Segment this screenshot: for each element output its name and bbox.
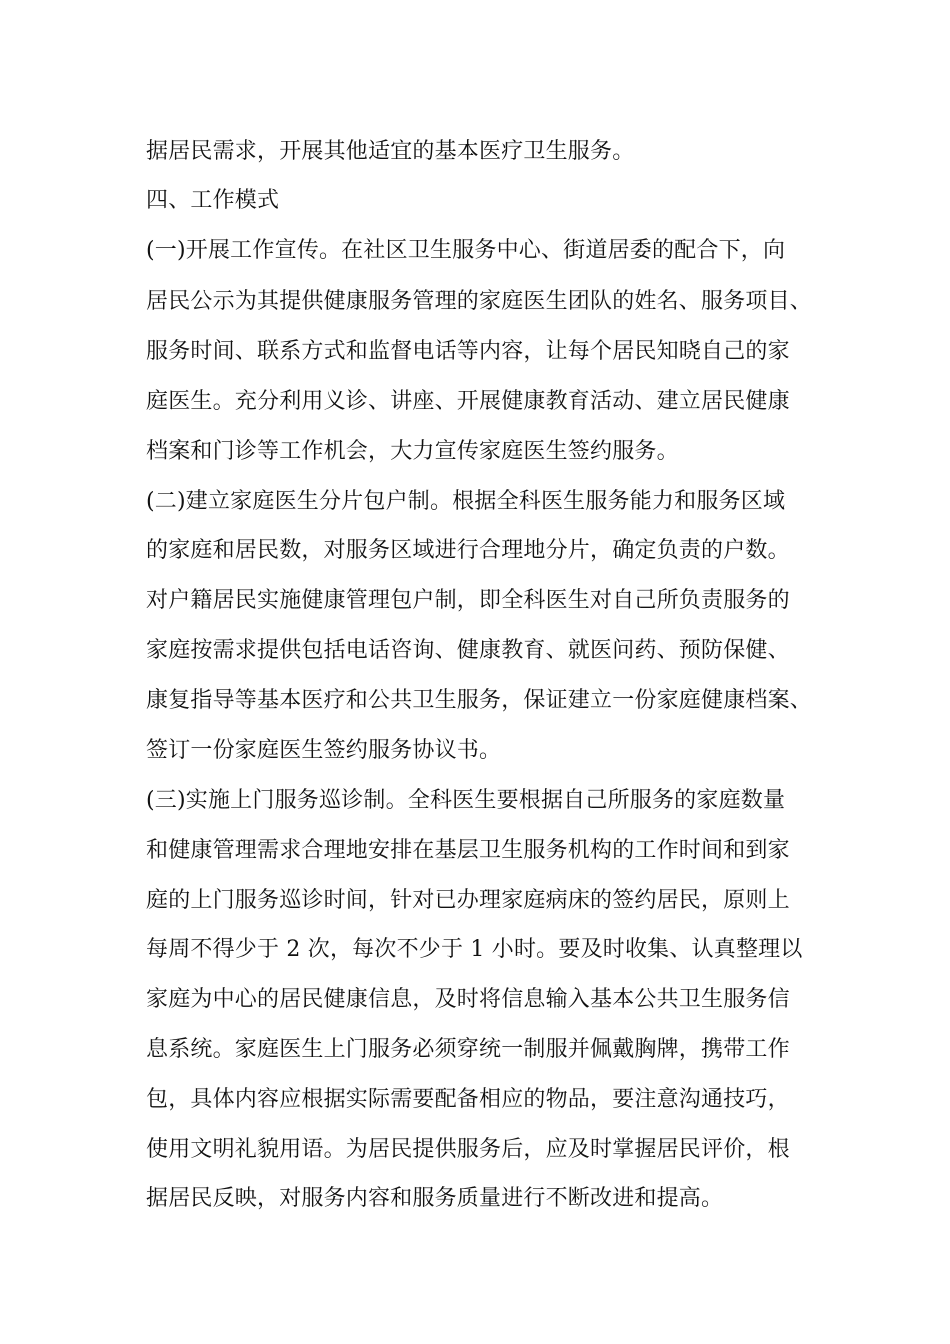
text-line: 的家庭和居民数，对服务区域进行合理地分片，确定负责的户数。 bbox=[146, 538, 790, 563]
text-line: 对户籍居民实施健康管理包户制，即全科医生对自己所负责服务的 bbox=[146, 588, 790, 613]
text-line: 居民公示为其提供健康服务管理的家庭医生团队的姓名、服务项目、 bbox=[146, 289, 813, 314]
text-line: 家庭按需求提供包括电话咨询、健康教育、就医问药、预防保健、 bbox=[146, 638, 790, 663]
text-line: 康复指导等基本医疗和公共卫生服务，保证建立一份家庭健康档案、 bbox=[146, 688, 813, 713]
text-line: 签订一份家庭医生签约服务协议书。 bbox=[146, 738, 502, 763]
text-line: 每周不得少于 2 次，每次不少于 1 小时。要及时收集、认真整理以 bbox=[146, 937, 803, 962]
text-line: (三)实施上门服务巡诊制。全科医生要根据自己所服务的家庭数量 bbox=[146, 788, 786, 813]
text-line: (一)开展工作宣传。在社区卫生服务中心、街道居委的配合下，向 bbox=[146, 238, 786, 263]
text-line: 档案和门诊等工作机会，大力宣传家庭医生签约服务。 bbox=[146, 439, 679, 464]
section-heading: 四、工作模式 bbox=[146, 188, 280, 213]
text-line: 服务时间、联系方式和监督电话等内容，让每个居民知晓自己的家 bbox=[146, 339, 790, 364]
text-line: 庭医生。充分利用义诊、讲座、开展健康教育活动、建立居民健康 bbox=[146, 389, 790, 414]
text-line: 包，具体内容应根据实际需要配备相应的物品，要注意沟通技巧， bbox=[146, 1087, 790, 1112]
text-line: 和健康管理需求合理地安排在基层卫生服务机构的工作时间和到家 bbox=[146, 838, 790, 863]
text-line: 庭的上门服务巡诊时间，针对已办理家庭病床的签约居民，原则上 bbox=[146, 888, 790, 913]
text-line: 息系统。家庭医生上门服务必须穿统一制服并佩戴胸牌，携带工作 bbox=[146, 1037, 790, 1062]
text-line: 据居民需求，开展其他适宜的基本医疗卫生服务。 bbox=[146, 139, 635, 164]
text-line: (二)建立家庭医生分片包户制。根据全科医生服务能力和服务区域 bbox=[146, 489, 786, 514]
text-line: 使用文明礼貌用语。为居民提供服务后，应及时掌握居民评价，根 bbox=[146, 1137, 790, 1162]
text-line: 据居民反映，对服务内容和服务质量进行不断改进和提高。 bbox=[146, 1186, 724, 1211]
text-line: 家庭为中心的居民健康信息，及时将信息输入基本公共卫生服务信 bbox=[146, 987, 790, 1012]
